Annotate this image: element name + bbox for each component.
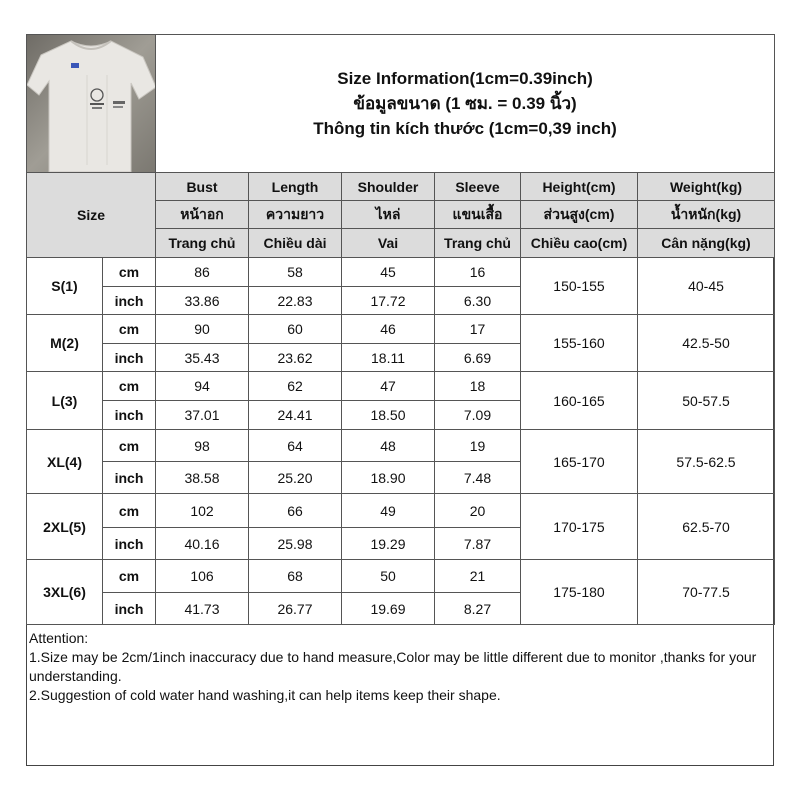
table-row	[27, 258, 775, 287]
weight-range: 62.5-70	[638, 494, 775, 560]
sleeve-inch: 7.87	[435, 528, 521, 560]
length-inch: 25.98	[249, 528, 342, 560]
unit-inch: inch	[103, 462, 156, 494]
col-sleeve-en: Sleeve	[435, 173, 521, 201]
sleeve-inch: 6.30	[435, 287, 521, 315]
unit-cm: cm	[103, 258, 156, 287]
shoulder-cm: 50	[342, 560, 435, 593]
attention-notes	[26, 628, 774, 706]
bust-cm: 90	[156, 315, 249, 344]
unit-inch: inch	[103, 344, 156, 372]
col-sleeve-vi: Trang chủ	[435, 229, 521, 258]
product-photo	[27, 35, 156, 173]
title-vietnamese: Thông tin kích thước (1cm=0,39 inch)	[313, 119, 617, 138]
height-range: 150-155	[521, 258, 638, 315]
size-header: Size	[27, 173, 156, 258]
bust-inch: 41.73	[156, 593, 249, 625]
bust-cm: 98	[156, 430, 249, 462]
height-range: 155-160	[521, 315, 638, 372]
unit-cm: cm	[103, 372, 156, 401]
shoulder-cm: 49	[342, 494, 435, 528]
length-cm: 68	[249, 560, 342, 593]
table-row	[27, 315, 775, 344]
shoulder-inch: 18.90	[342, 462, 435, 494]
shoulder-inch: 19.69	[342, 593, 435, 625]
sleeve-cm: 16	[435, 258, 521, 287]
sleeve-inch: 7.09	[435, 401, 521, 430]
size-name: XL(4)	[27, 430, 103, 494]
sleeve-cm: 19	[435, 430, 521, 462]
unit-cm: cm	[103, 430, 156, 462]
title-thai: ข้อมูลขนาด (1 ซม. = 0.39 นิ้ว)	[353, 94, 577, 113]
note-line-2: 2.Suggestion of cold water hand washing,it can help items keep their shape.	[29, 687, 501, 703]
sleeve-cm: 17	[435, 315, 521, 344]
col-bust-vi: Trang chủ	[156, 229, 249, 258]
size-name: M(2)	[27, 315, 103, 372]
table-row	[27, 430, 775, 462]
unit-inch: inch	[103, 528, 156, 560]
col-height-en: Height(cm)	[521, 173, 638, 201]
weight-range: 40-45	[638, 258, 775, 315]
weight-range: 70-77.5	[638, 560, 775, 625]
bust-inch: 33.86	[156, 287, 249, 315]
sleeve-inch: 8.27	[435, 593, 521, 625]
height-range: 165-170	[521, 430, 638, 494]
length-cm: 58	[249, 258, 342, 287]
table-row	[27, 372, 775, 401]
length-inch: 25.20	[249, 462, 342, 494]
col-shoulder-vi: Vai	[342, 229, 435, 258]
length-cm: 64	[249, 430, 342, 462]
notes-heading: Attention:	[29, 630, 89, 646]
table-row	[27, 560, 775, 593]
unit-inch: inch	[103, 401, 156, 430]
white-tshirt-photo-icon	[27, 35, 156, 172]
sleeve-cm: 20	[435, 494, 521, 528]
sleeve-inch: 7.48	[435, 462, 521, 494]
unit-inch: inch	[103, 287, 156, 315]
weight-range: 42.5-50	[638, 315, 775, 372]
height-range: 175-180	[521, 560, 638, 625]
shoulder-inch: 18.11	[342, 344, 435, 372]
col-weight-vi: Cân nặng(kg)	[638, 229, 775, 258]
shoulder-cm: 46	[342, 315, 435, 344]
height-range: 170-175	[521, 494, 638, 560]
bust-cm: 94	[156, 372, 249, 401]
col-bust-en: Bust	[156, 173, 249, 201]
length-inch: 26.77	[249, 593, 342, 625]
size-chart-table	[26, 34, 775, 625]
col-shoulder-th: ไหล่	[342, 201, 435, 229]
length-cm: 60	[249, 315, 342, 344]
col-weight-en: Weight(kg)	[638, 173, 775, 201]
bust-inch: 38.58	[156, 462, 249, 494]
unit-cm: cm	[103, 315, 156, 344]
title-block	[156, 35, 775, 173]
size-name: 3XL(6)	[27, 560, 103, 625]
length-inch: 22.83	[249, 287, 342, 315]
size-name: S(1)	[27, 258, 103, 315]
length-inch: 24.41	[249, 401, 342, 430]
col-height-vi: Chiều cao(cm)	[521, 229, 638, 258]
bust-inch: 37.01	[156, 401, 249, 430]
title-english: Size Information(1cm=0.39inch)	[337, 69, 593, 88]
length-cm: 62	[249, 372, 342, 401]
unit-inch: inch	[103, 593, 156, 625]
size-name: L(3)	[27, 372, 103, 430]
note-line-1: 1.Size may be 2cm/1inch inaccuracy due to hand measure,Color may be little different due to monitor ,thanks for your understanding.	[29, 649, 757, 684]
col-shoulder-en: Shoulder	[342, 173, 435, 201]
sleeve-inch: 6.69	[435, 344, 521, 372]
unit-cm: cm	[103, 494, 156, 528]
shoulder-cm: 45	[342, 258, 435, 287]
unit-cm: cm	[103, 560, 156, 593]
col-weight-th: น้ำหนัก(kg)	[638, 201, 775, 229]
col-height-th: ส่วนสูง(cm)	[521, 201, 638, 229]
sleeve-cm: 21	[435, 560, 521, 593]
bust-cm: 86	[156, 258, 249, 287]
length-cm: 66	[249, 494, 342, 528]
shoulder-inch: 17.72	[342, 287, 435, 315]
shoulder-inch: 18.50	[342, 401, 435, 430]
col-sleeve-th: แขนเสื้อ	[435, 201, 521, 229]
length-inch: 23.62	[249, 344, 342, 372]
weight-range: 50-57.5	[638, 372, 775, 430]
shoulder-cm: 47	[342, 372, 435, 401]
height-range: 160-165	[521, 372, 638, 430]
weight-range: 57.5-62.5	[638, 430, 775, 494]
col-bust-th: หน้าอก	[156, 201, 249, 229]
bust-inch: 40.16	[156, 528, 249, 560]
col-length-th: ความยาว	[249, 201, 342, 229]
shoulder-cm: 48	[342, 430, 435, 462]
bust-cm: 106	[156, 560, 249, 593]
bust-cm: 102	[156, 494, 249, 528]
size-name: 2XL(5)	[27, 494, 103, 560]
col-length-en: Length	[249, 173, 342, 201]
sleeve-cm: 18	[435, 372, 521, 401]
bust-inch: 35.43	[156, 344, 249, 372]
shoulder-inch: 19.29	[342, 528, 435, 560]
table-row	[27, 494, 775, 528]
col-length-vi: Chiều dài	[249, 229, 342, 258]
